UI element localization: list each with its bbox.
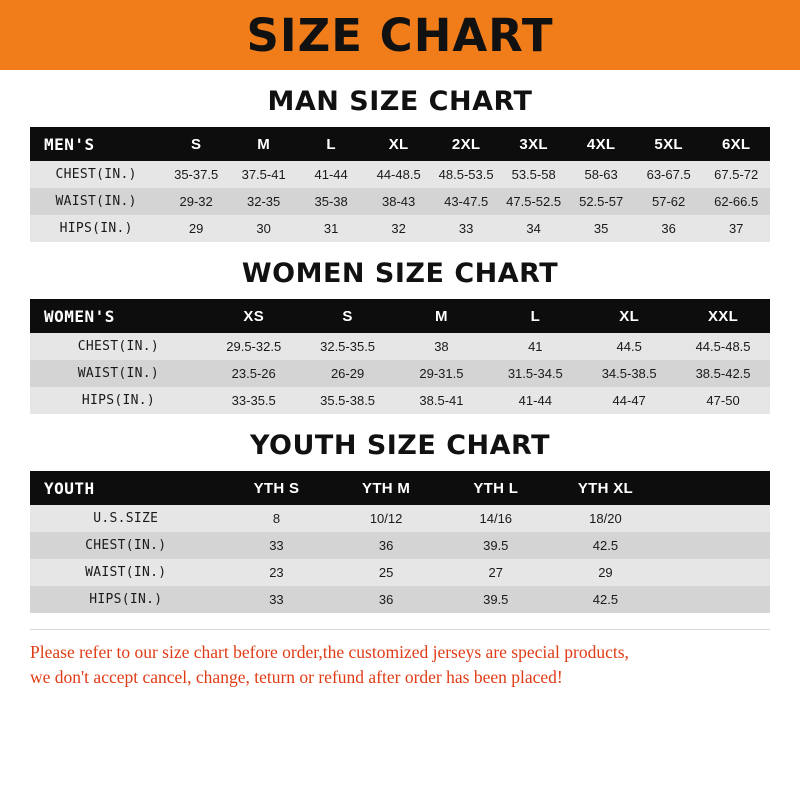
men-waist-6: 52.5-57 xyxy=(567,188,635,215)
youth-ussize-1: 10/12 xyxy=(331,505,441,532)
youth-ussize-0: 8 xyxy=(222,505,332,532)
men-waist-2: 35-38 xyxy=(297,188,365,215)
men-chest-6: 58-63 xyxy=(567,161,635,188)
women-chest-5: 44.5-48.5 xyxy=(676,333,770,360)
women-hips-5: 47-50 xyxy=(676,387,770,414)
table-row xyxy=(30,505,770,532)
men-col-2: L xyxy=(297,127,365,161)
youth-row-label-ussize: U.S.SIZE xyxy=(30,505,222,532)
men-waist-1: 32-35 xyxy=(230,188,298,215)
men-hips-2: 31 xyxy=(297,215,365,242)
women-chest-1: 32.5-35.5 xyxy=(301,333,395,360)
table-row xyxy=(30,333,770,360)
women-chest-4: 44.5 xyxy=(582,333,676,360)
youth-ussize-3: 18/20 xyxy=(551,505,661,532)
men-col-8: 6XL xyxy=(702,127,770,161)
women-chest-0: 29.5-32.5 xyxy=(207,333,301,360)
men-waist-4: 43-47.5 xyxy=(432,188,500,215)
table-row xyxy=(30,532,770,559)
youth-col-1: YTH M xyxy=(331,471,441,505)
youth-col-2: YTH L xyxy=(441,471,551,505)
table-row xyxy=(30,559,770,586)
youth-chest-spacer xyxy=(660,532,770,559)
youth-size-table xyxy=(30,471,770,613)
youth-chest-0: 33 xyxy=(222,532,332,559)
men-hips-5: 34 xyxy=(500,215,568,242)
women-hips-3: 41-44 xyxy=(488,387,582,414)
men-col-6: 4XL xyxy=(567,127,635,161)
women-chest-3: 41 xyxy=(488,333,582,360)
women-col-3: L xyxy=(488,299,582,333)
men-col-3: XL xyxy=(365,127,433,161)
women-hips-0: 33-35.5 xyxy=(207,387,301,414)
women-table-body xyxy=(30,333,770,414)
header-banner xyxy=(0,0,800,70)
youth-col-spacer xyxy=(660,471,770,505)
men-header-label: MEN'S xyxy=(30,127,162,161)
women-row-label-hips: HIPS(IN.) xyxy=(30,387,207,414)
women-waist-1: 26-29 xyxy=(301,360,395,387)
youth-row-label-chest: CHEST(IN.) xyxy=(30,532,222,559)
women-size-table xyxy=(30,299,770,414)
men-table-head xyxy=(30,127,770,161)
women-table-head xyxy=(30,299,770,333)
men-hips-8: 37 xyxy=(702,215,770,242)
men-waist-3: 38-43 xyxy=(365,188,433,215)
women-waist-2: 29-31.5 xyxy=(395,360,489,387)
women-col-5: XXL xyxy=(676,299,770,333)
footer-line-2: we don't accept cancel, change, teturn or refund after order has been placed! xyxy=(30,667,563,688)
youth-col-3: YTH XL xyxy=(551,471,661,505)
women-col-1: S xyxy=(301,299,395,333)
men-waist-0: 29-32 xyxy=(162,188,230,215)
women-chest-2: 38 xyxy=(395,333,489,360)
youth-row-label-hips: HIPS(IN.) xyxy=(30,586,222,613)
youth-table-head xyxy=(30,471,770,505)
table-row xyxy=(30,188,770,215)
men-chest-8: 67.5-72 xyxy=(702,161,770,188)
section-title-women: WOMEN SIZE CHART xyxy=(241,258,559,289)
youth-hips-2: 39.5 xyxy=(441,586,551,613)
youth-ussize-spacer xyxy=(660,505,770,532)
footer-disclaimer xyxy=(30,629,770,691)
table-row xyxy=(30,387,770,414)
men-col-5: 3XL xyxy=(500,127,568,161)
women-waist-4: 34.5-38.5 xyxy=(582,360,676,387)
men-table-body xyxy=(30,161,770,242)
men-waist-8: 62-66.5 xyxy=(702,188,770,215)
men-chest-7: 63-67.5 xyxy=(635,161,703,188)
women-hips-2: 38.5-41 xyxy=(395,387,489,414)
youth-row-label-waist: WAIST(IN.) xyxy=(30,559,222,586)
youth-waist-2: 27 xyxy=(441,559,551,586)
women-hips-1: 35.5-38.5 xyxy=(301,387,395,414)
men-hips-0: 29 xyxy=(162,215,230,242)
table-header-row xyxy=(30,127,770,161)
men-waist-7: 57-62 xyxy=(635,188,703,215)
women-waist-0: 23.5-26 xyxy=(207,360,301,387)
table-row xyxy=(30,586,770,613)
women-header-label: WOMEN'S xyxy=(30,299,207,333)
men-chest-2: 41-44 xyxy=(297,161,365,188)
men-size-table xyxy=(30,127,770,242)
women-row-label-waist: WAIST(IN.) xyxy=(30,360,207,387)
women-waist-3: 31.5-34.5 xyxy=(488,360,582,387)
men-col-1: M xyxy=(230,127,298,161)
youth-col-0: YTH S xyxy=(222,471,332,505)
men-row-label-chest: CHEST(IN.) xyxy=(30,161,162,188)
men-hips-6: 35 xyxy=(567,215,635,242)
footer-line-1: Please refer to our size chart before order,the customized jerseys are special products, xyxy=(30,642,629,662)
youth-hips-1: 36 xyxy=(331,586,441,613)
women-hips-4: 44-47 xyxy=(582,387,676,414)
men-chest-5: 53.5-58 xyxy=(500,161,568,188)
youth-table-body xyxy=(30,505,770,613)
page-title: SIZE CHART xyxy=(246,8,554,62)
men-waist-5: 47.5-52.5 xyxy=(500,188,568,215)
women-row-label-chest: CHEST(IN.) xyxy=(30,333,207,360)
men-col-4: 2XL xyxy=(432,127,500,161)
men-hips-7: 36 xyxy=(635,215,703,242)
women-waist-5: 38.5-42.5 xyxy=(676,360,770,387)
men-chest-3: 44-48.5 xyxy=(365,161,433,188)
youth-header-label: YOUTH xyxy=(30,471,222,505)
youth-chest-3: 42.5 xyxy=(551,532,661,559)
section-title-youth: YOUTH SIZE CHART xyxy=(249,430,551,461)
women-col-4: XL xyxy=(582,299,676,333)
youth-hips-0: 33 xyxy=(222,586,332,613)
table-row xyxy=(30,360,770,387)
men-chest-0: 35-37.5 xyxy=(162,161,230,188)
youth-waist-1: 25 xyxy=(331,559,441,586)
youth-chest-1: 36 xyxy=(331,532,441,559)
table-header-row xyxy=(30,299,770,333)
youth-waist-spacer xyxy=(660,559,770,586)
youth-hips-3: 42.5 xyxy=(551,586,661,613)
youth-waist-0: 23 xyxy=(222,559,332,586)
men-hips-1: 30 xyxy=(230,215,298,242)
men-col-0: S xyxy=(162,127,230,161)
youth-chest-2: 39.5 xyxy=(441,532,551,559)
table-row xyxy=(30,215,770,242)
youth-waist-3: 29 xyxy=(551,559,661,586)
women-col-0: XS xyxy=(207,299,301,333)
men-hips-3: 32 xyxy=(365,215,433,242)
women-col-2: M xyxy=(395,299,489,333)
men-row-label-hips: HIPS(IN.) xyxy=(30,215,162,242)
table-header-row xyxy=(30,471,770,505)
youth-hips-spacer xyxy=(660,586,770,613)
chart-content xyxy=(0,86,800,691)
section-title-men: MAN SIZE CHART xyxy=(267,86,533,117)
men-col-7: 5XL xyxy=(635,127,703,161)
men-chest-4: 48.5-53.5 xyxy=(432,161,500,188)
table-row xyxy=(30,161,770,188)
men-hips-4: 33 xyxy=(432,215,500,242)
men-row-label-waist: WAIST(IN.) xyxy=(30,188,162,215)
men-chest-1: 37.5-41 xyxy=(230,161,298,188)
youth-ussize-2: 14/16 xyxy=(441,505,551,532)
